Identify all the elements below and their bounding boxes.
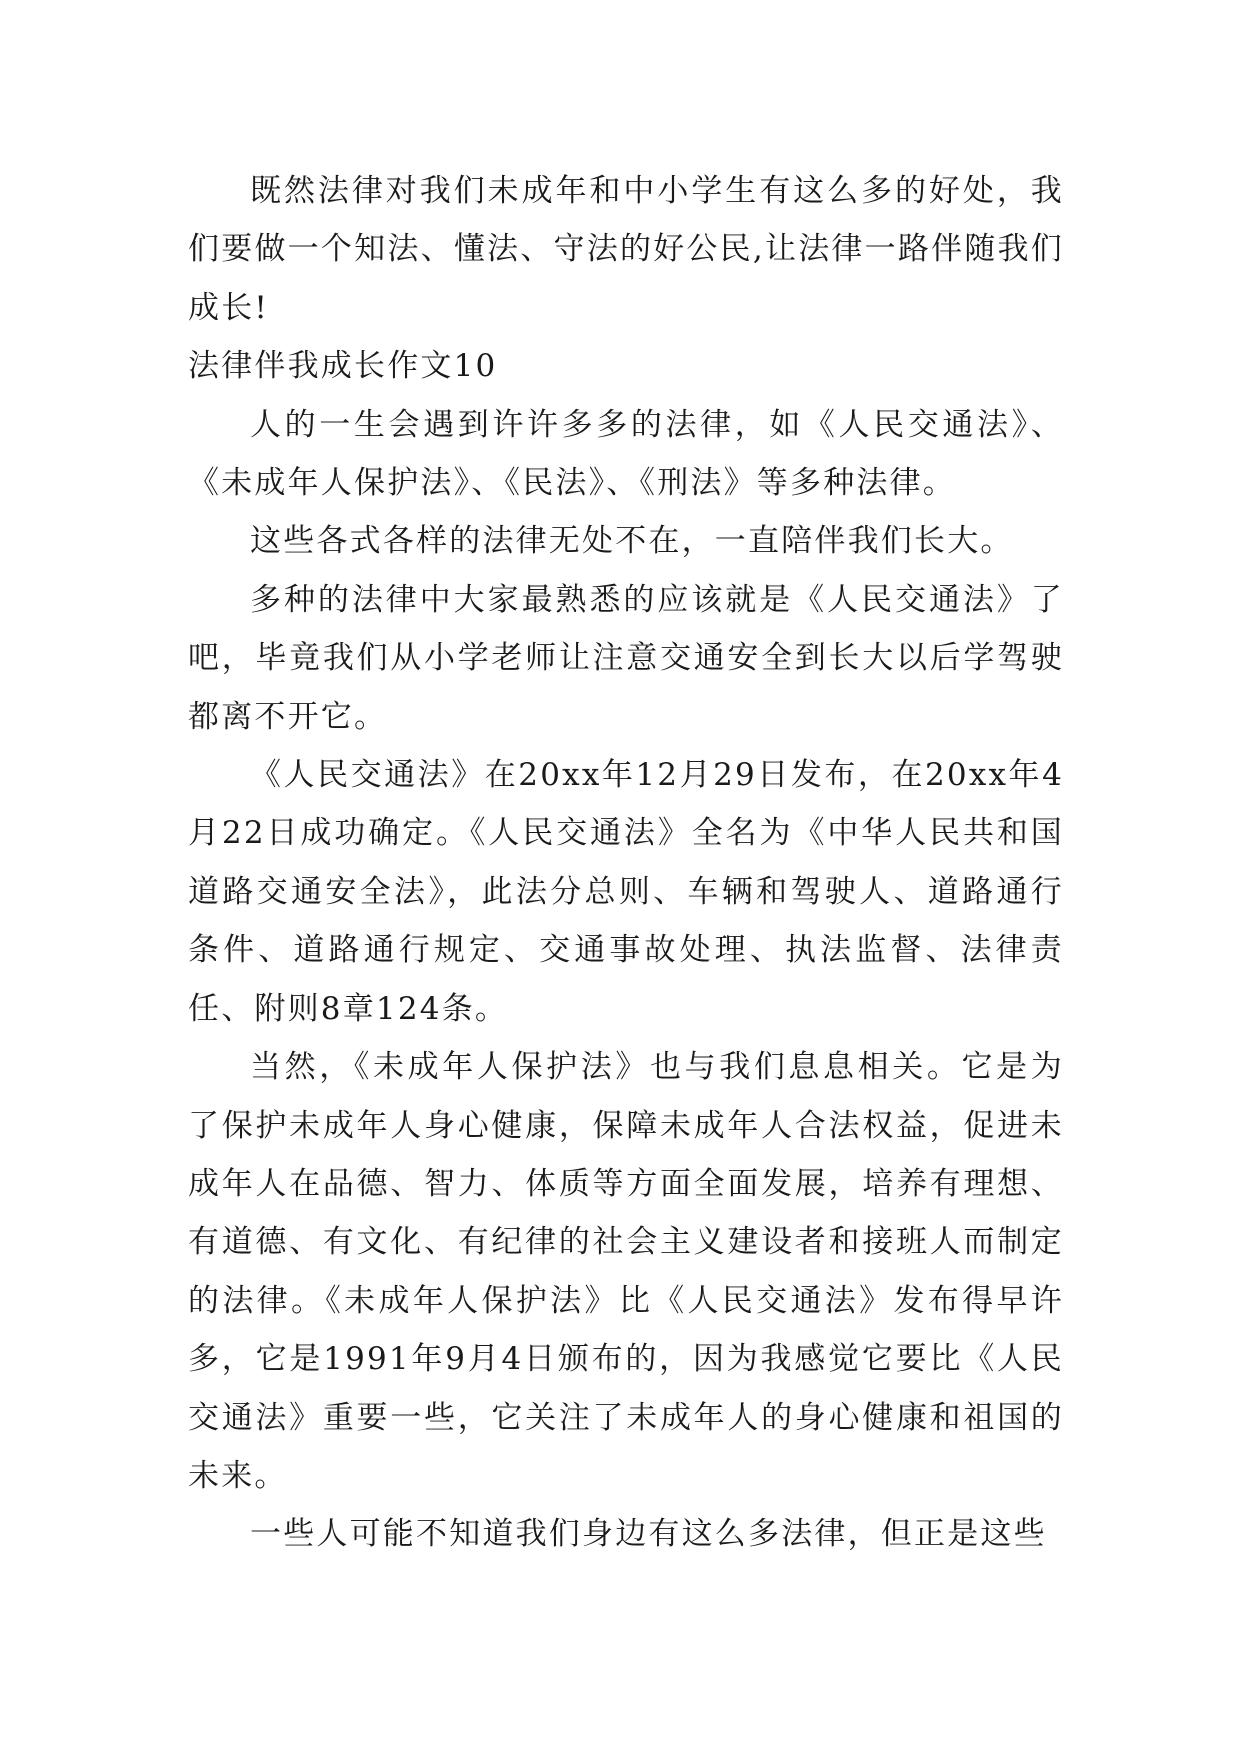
paragraph: 既然法律对我们未成年和中小学生有这么多的好处，我们要做一个知法、懂法、守法的好公民,让法律一路伴随我们成长! [188, 173, 1064, 326]
document-body [188, 162, 1064, 1564]
paragraph: 一些人可能不知道我们身边有这么多法律，但正是这些 [250, 1516, 1047, 1553]
paragraph: 人的一生会遇到许许多多的法律，如《人民交通法》、《未成年人保护法》、《民法》、《刑法》等多种法律。 [188, 406, 1064, 502]
paragraph: 多种的法律中大家最熟悉的应该就是《人民交通法》了吧，毕竟我们从小学老师让注意交通安全到长大以后学驾驶都离不开它。 [188, 581, 1064, 735]
paragraph: 这些各式各样的法律无处不在，一直陪伴我们长大。 [250, 523, 1014, 560]
paragraph: 《人民交通法》在20xx年12月29日发布，在20xx年4月22日成功确定。《人民交通法》全名为《中华人民共和国道路交通安全法》，此法分总则、车辆和驾驶人、道路通行条件、道路通行规定、交通事故处理、执法监督、法律责任、附则8章124条。 [188, 757, 1064, 1027]
essay-heading: 法律伴我成长作文10 [188, 348, 498, 385]
paragraph: 当然，《未成年人保护法》也与我们息息相关。它是为了保护未成年人身心健康，保障未成年人合法权益，促进未成年人在品德、智力、体质等方面全面发展，培养有理想、有道德、有文化、有纪律的社会主义建设者和接班人而制定的法律。《未成年人保护法》比《人民交通法》发布得早许多，它是1991年9月4日颁布的，因为我感觉它要比《人民交通法》重要一些，它关注了未成年人的身心健康和祖国的未来。 [188, 1049, 1064, 1494]
